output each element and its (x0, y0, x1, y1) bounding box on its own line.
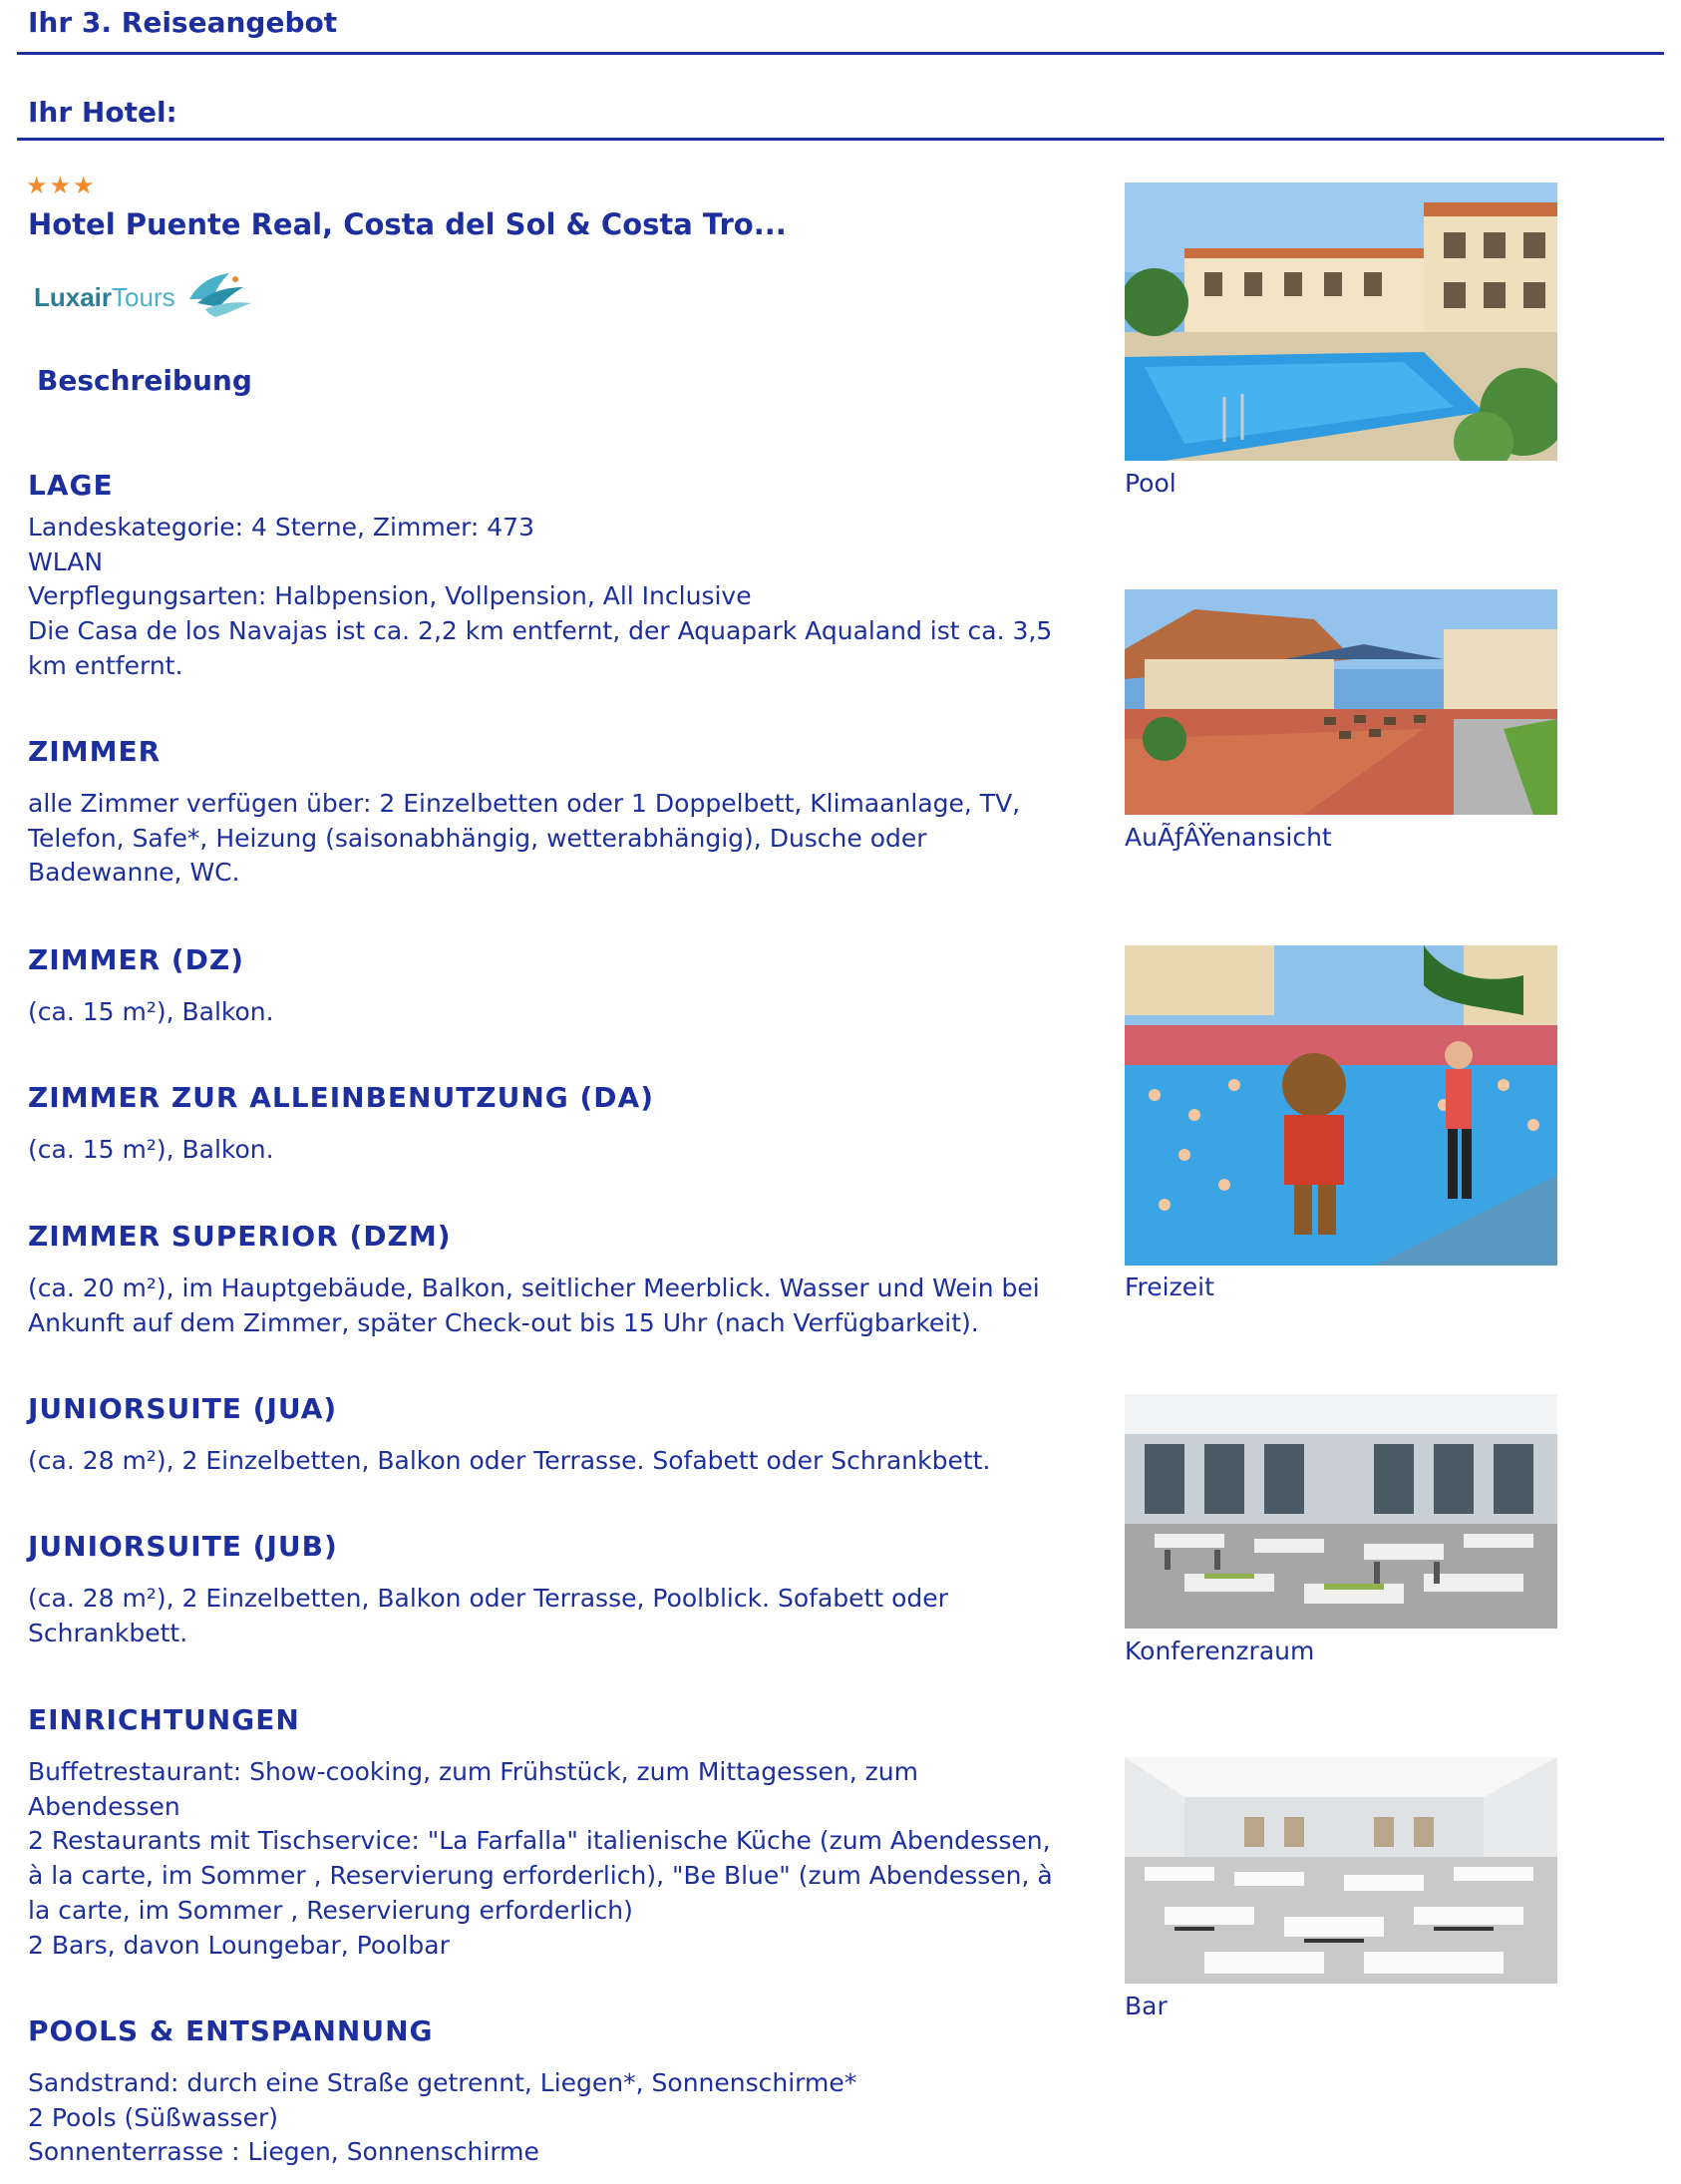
star-rating: ★★★ (26, 172, 97, 199)
section-zimmer (28, 735, 1065, 891)
section-title: POOLS & ENTSPANNUNG (28, 2014, 434, 2047)
logo-text (34, 282, 175, 313)
lage-line: WLAN (28, 546, 104, 576)
section-body (28, 2066, 856, 2170)
section-juniorsuite-jua (28, 1392, 990, 1479)
pools-line: Sonnenterrasse : Liegen, Sonnenschirme (28, 2137, 539, 2167)
hotel-heading: Ihr Hotel: (28, 96, 177, 129)
luxairtours-logo (34, 269, 253, 323)
pool-photo[interactable] (1125, 182, 1557, 461)
section-title: ZIMMER SUPERIOR (DZM) (28, 1220, 452, 1253)
section-title: JUNIORSUITE (JUA) (28, 1392, 338, 1425)
exterior-photo[interactable] (1125, 589, 1557, 815)
bird-icon (185, 269, 255, 321)
section-juniorsuite-jub (28, 1530, 1065, 1650)
section-zimmer-da (28, 1081, 654, 1168)
section-title: ZIMMER (28, 735, 162, 768)
section-body (28, 511, 1065, 684)
hotel-rule (17, 138, 1664, 141)
offer-title: Ihr 3. Reiseangebot (28, 6, 338, 39)
section-title: ZIMMER (DZ) (28, 943, 245, 976)
lage-line: Die Casa de los Navajas ist ca. 2,2 km entfernt, der Aquapark Aqualand ist ca. 3,5 km entfernt. (28, 616, 1053, 680)
section-body: (ca. 20 m²), im Hauptgebäude, Balkon, seitlicher Meerblick. Wasser und Wein bei Ankunft auf dem Zimmer, später Check-out bis 15 Uhr (nach Verfügbarkeit). (28, 1274, 1040, 1337)
leisure-photo[interactable] (1125, 945, 1557, 1266)
section-body: alle Zimmer verfügen über: 2 Einzelbetten oder 1 Doppelbett, Klimaanlage, TV, Telefon, Safe*, Heizung (saisonabhängig, wetterabhängig), Dusche oder Badewanne, WC. (28, 789, 1021, 888)
section-pools (28, 2014, 856, 2170)
bar-photo[interactable] (1125, 1757, 1557, 1984)
section-zimmer-dz (28, 943, 274, 1030)
photo-caption: Konferenzraum (1125, 1637, 1315, 1665)
einrichtungen-line: Buffetrestaurant: Show-cooking, zum Frühstück, zum Mittagessen, zum Abendessen (28, 1757, 918, 1821)
section-title: EINRICHTUNGEN (28, 1703, 300, 1736)
photo-caption: AuÃƒÂŸenansicht (1125, 823, 1332, 852)
section-body: (ca. 28 m²), 2 Einzelbetten, Balkon oder Terrasse, Poolblick. Sofabett oder Schrankbett. (28, 1584, 948, 1647)
photo-caption: Pool (1125, 469, 1177, 498)
section-title: LAGE (28, 469, 114, 502)
header-rule (17, 52, 1664, 55)
photo-caption: Bar (1125, 1992, 1168, 2020)
conference-photo[interactable] (1125, 1394, 1557, 1629)
logo-text-bold: Luxair (34, 282, 113, 312)
section-body: (ca. 15 m²), Balkon. (28, 1135, 274, 1164)
pools-line: 2 Pools (Süßwasser) (28, 2102, 278, 2132)
section-zimmer-dzm (28, 1220, 1065, 1340)
pools-line: Sandstrand: durch eine Straße getrennt, Liegen*, Sonnenschirme* (28, 2068, 857, 2097)
section-lage (28, 469, 1065, 684)
hotel-name[interactable]: Hotel Puente Real, Costa del Sol & Costa Tro... (28, 207, 787, 241)
lage-line: Landeskategorie: 4 Sterne, Zimmer: 473 (28, 513, 534, 542)
description-label[interactable]: Beschreibung (37, 364, 252, 397)
einrichtungen-line: 2 Bars, davon Loungebar, Poolbar (28, 1930, 450, 1960)
section-einrichtungen (28, 1703, 1065, 1963)
section-title: ZIMMER ZUR ALLEINBENUTZUNG (DA) (28, 1081, 655, 1114)
photo-caption: Freizeit (1125, 1273, 1214, 1301)
lage-line: Verpflegungsarten: Halbpension, Vollpension, All Inclusive (28, 581, 752, 611)
logo-text-light: Tours (112, 282, 175, 312)
section-body: (ca. 28 m²), 2 Einzelbetten, Balkon oder Terrasse. Sofabett oder Schrankbett. (28, 1446, 991, 1475)
section-body: (ca. 15 m²), Balkon. (28, 997, 274, 1026)
section-title: JUNIORSUITE (JUB) (28, 1530, 338, 1563)
einrichtungen-line: 2 Restaurants mit Tischservice: "La Farfalla" italienische Küche (zum Abendessen, à la carte, im Sommer , Reservierung erforderlich), "Be Blue" (zum Abendessen, à la carte, im Sommer , Reservierung erforderlich) (28, 1826, 1053, 1925)
section-body (28, 1755, 1065, 1963)
